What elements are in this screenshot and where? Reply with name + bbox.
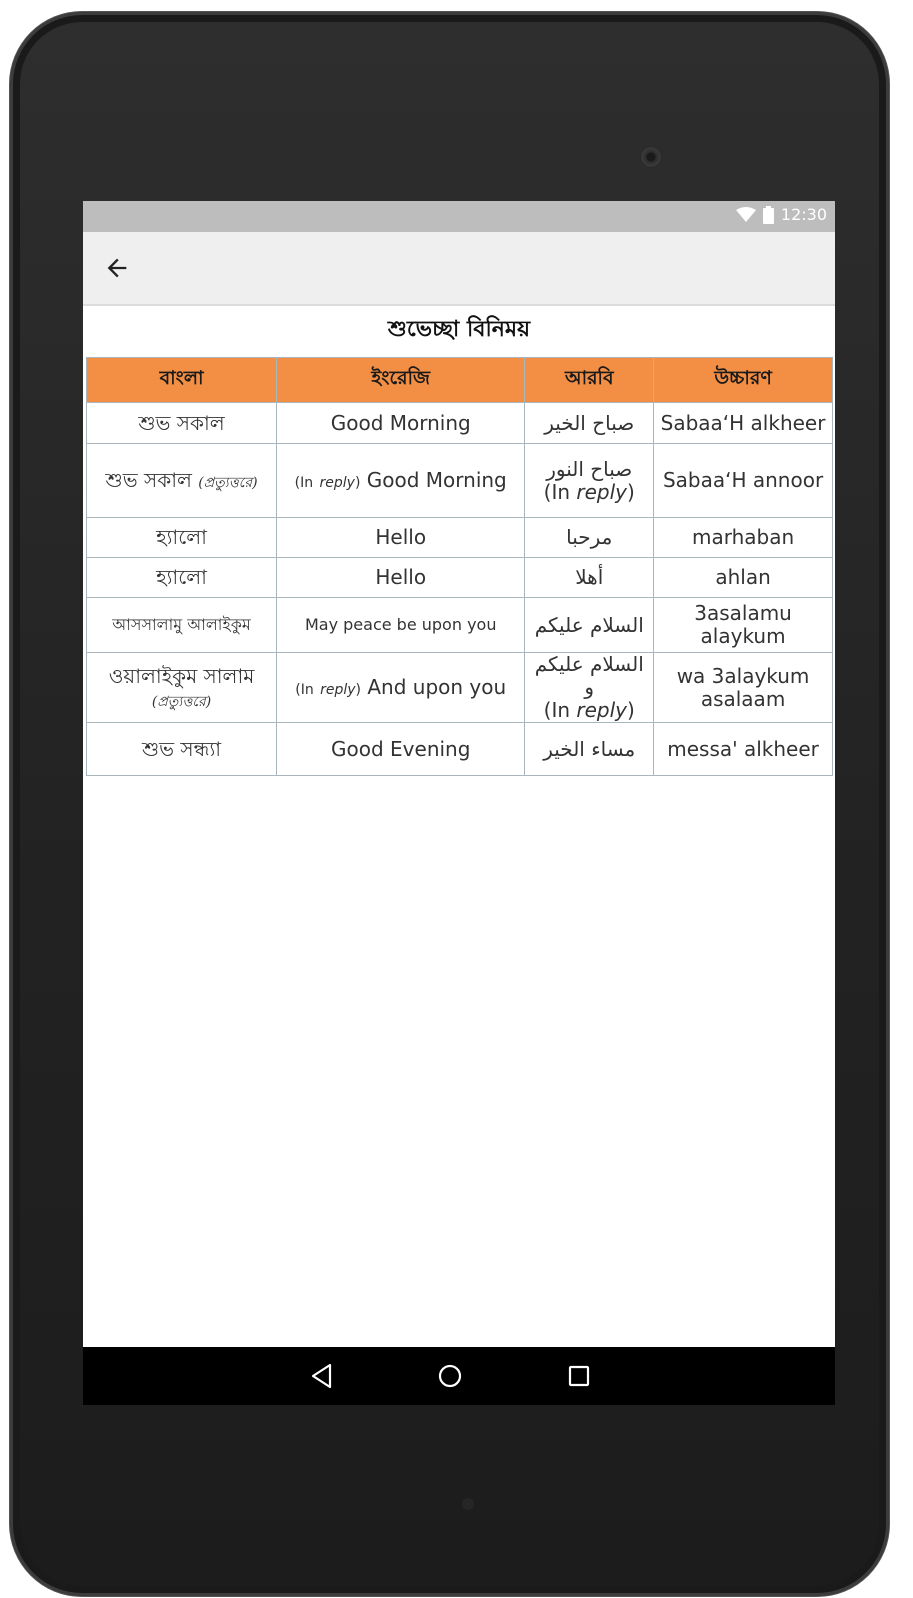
proximity-sensor [462,1498,474,1510]
wifi-icon [736,207,756,223]
reply-label: reply [319,475,355,491]
bangla-cell: শুভ সকাল [87,403,277,444]
pronunciation-cell: marhaban [654,518,833,558]
in-label: (In [294,475,314,491]
arabic-text: السلام عليكم و [534,652,644,699]
in-label: (In [543,479,571,504]
in-label: (In [295,682,314,698]
bangla-text: ওয়ালাইকুম সালাম [108,663,255,688]
paren-close: ) [627,698,635,722]
bangla-cell: হ্যালো [87,558,277,598]
english-text: Good Morning [366,468,507,492]
header-bangla: বাংলা [87,358,277,403]
english-cell: Hello [277,518,525,558]
bangla-text: শুভ সকাল [105,468,192,492]
app-bar [83,232,835,306]
reply-note: (প্রত্যুত্তরে) [151,693,212,710]
pronunciation-cell: ahlan [654,558,833,598]
reply-note: (প্রত্যুত্তরে) [198,475,258,491]
reply-label: reply [320,682,356,698]
nav-back-icon[interactable] [307,1361,337,1391]
arabic-cell: مرحبا [525,518,654,558]
table-row [87,444,833,518]
paren-close: ) [627,479,635,504]
header-arabic: আরবি [525,358,654,403]
pronunciation-cell: Sabaa‘H alkheer [654,403,833,444]
header-pronunciation: উচ্চারণ [654,358,833,403]
table-row [87,558,833,598]
in-label: (In [543,698,571,722]
table-header-row [87,358,833,403]
pronunciation-cell: 3asalamu alaykum [654,598,833,653]
bangla-cell: শুভ সন্ধ্যা [87,723,277,776]
greetings-table [86,357,833,776]
front-camera [640,146,662,168]
table-row [87,598,833,653]
status-bar [83,201,835,232]
status-time: 12:30 [780,205,827,224]
english-cell [277,444,525,518]
arabic-cell: صباح الخير [525,403,654,444]
pronunciation-cell: messa' alkheer [654,723,833,776]
english-cell: Hello [277,558,525,598]
english-cell: Good Morning [277,403,525,444]
arabic-cell [525,444,654,518]
paren-close: ) [355,682,361,698]
header-english: ইংরেজি [277,358,525,403]
arabic-cell [525,653,654,723]
paren-close: ) [354,475,361,491]
pronunciation-cell: Sabaa‘H annoor [654,444,833,518]
table-row [87,518,833,558]
table-row [87,653,833,723]
table-row [87,723,833,776]
nav-recents-icon[interactable] [564,1361,594,1391]
battery-icon [763,206,774,224]
english-cell: May peace be upon you [277,598,525,653]
nav-home-icon[interactable] [435,1361,465,1391]
bangla-cell [87,653,277,723]
screen [83,201,835,1405]
english-cell [277,653,525,723]
navigation-bar [83,1347,835,1405]
bangla-cell: আসসালামু আলাইকুম [87,598,277,653]
arabic-cell: أهلا [525,558,654,598]
english-cell: Good Evening [277,723,525,776]
arabic-cell: مساء الخير [525,723,654,776]
pronunciation-cell: wa 3alaykum asalaam [654,653,833,723]
page-title: শুভেচ্ছা বিনিময় [387,316,531,342]
arrow-back-icon[interactable] [103,254,131,282]
bangla-cell: হ্যালো [87,518,277,558]
arabic-text: صباح النور [546,456,633,481]
english-text: And upon you [367,675,507,699]
reply-label: reply [576,479,628,504]
table-row [87,403,833,444]
bangla-cell [87,444,277,518]
reply-label: reply [576,698,628,722]
arabic-cell: السلام عليكم [525,598,654,653]
